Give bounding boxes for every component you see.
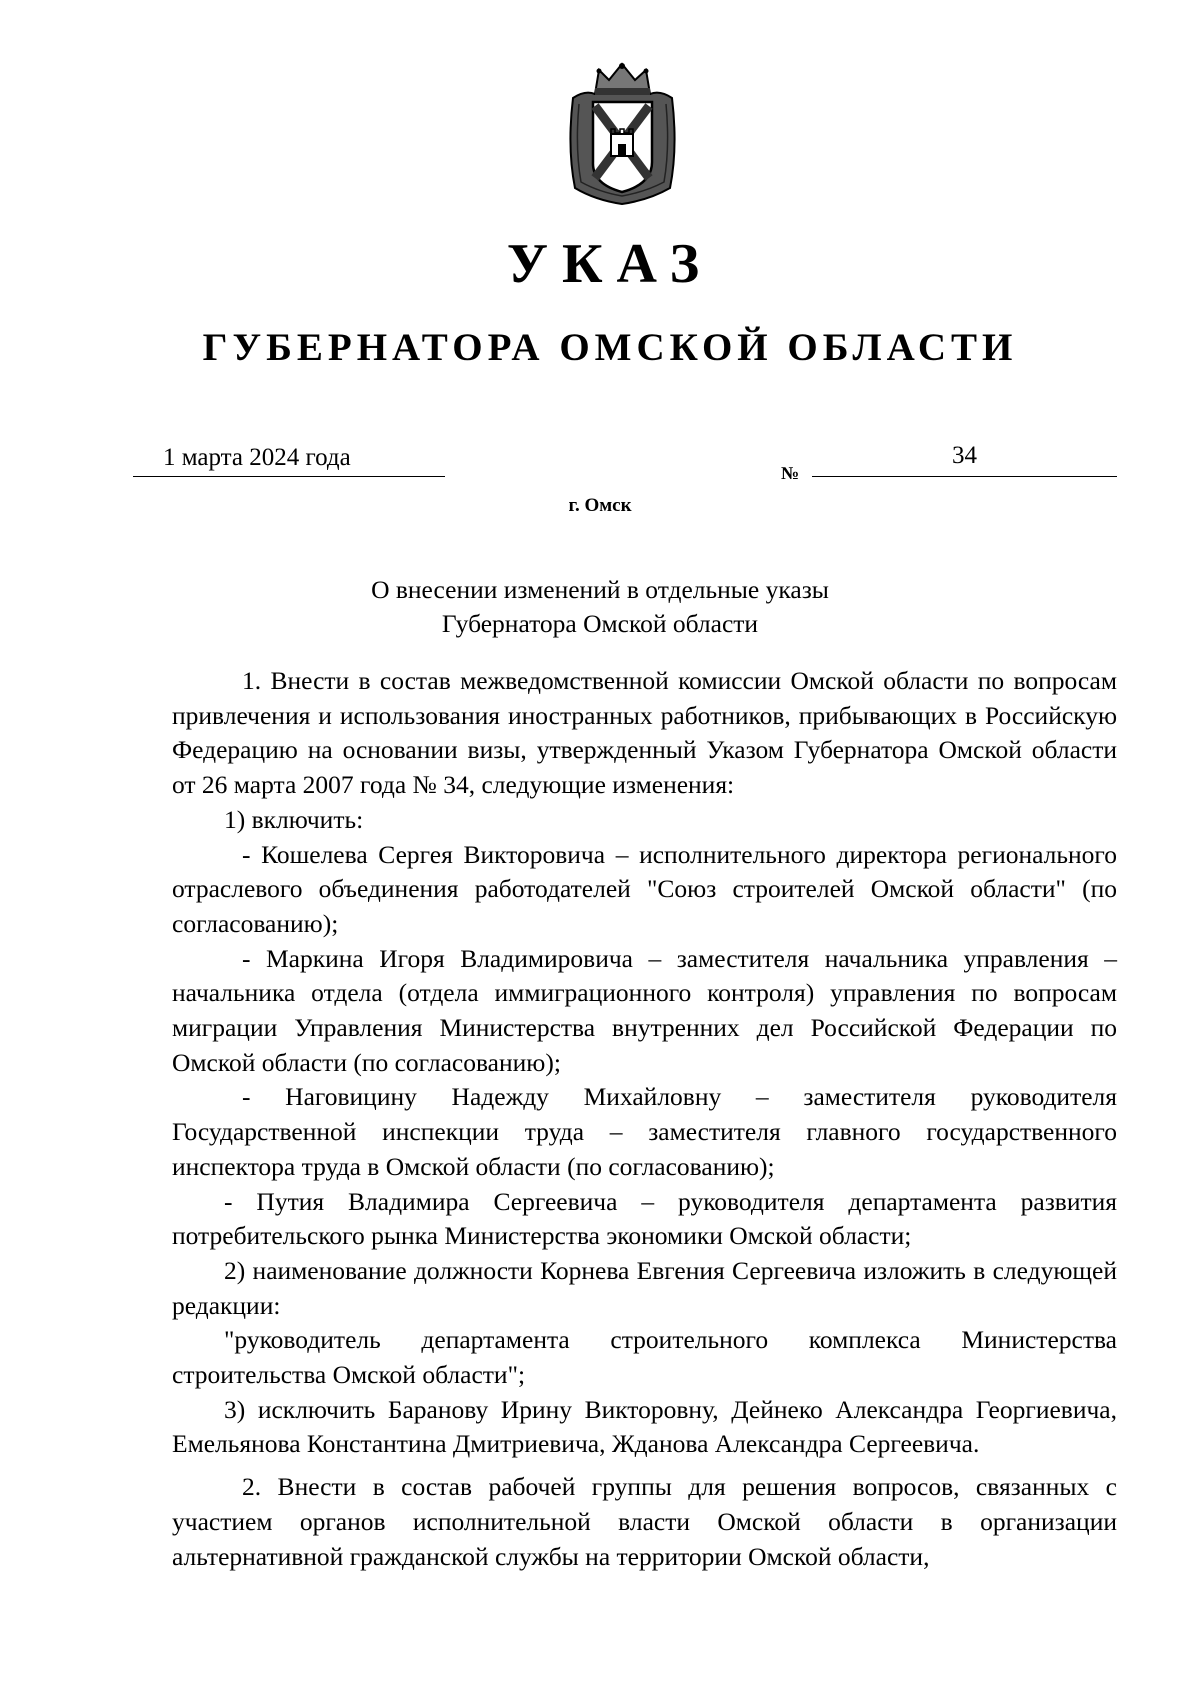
- subject-line-2: Губернатора Омской области: [441, 609, 759, 638]
- paragraph: - Кошелева Сергея Викторовича – исполнительного директора регионального отраслевого объединения работодателей "Союз строителей Омской области" (по согласованию);: [172, 839, 1117, 938]
- date-underline: [133, 476, 445, 477]
- paragraph: - Путия Владимира Сергеевича – руководителя департамента развития потребительского рынка Министерства экономики Омской области;: [172, 1186, 1117, 1251]
- paragraph: 3) исключить Баранову Ирину Викторовну, Дейнеко Александра Георгиевича, Емельянова Константина Дмитриевича, Жданова Александра Сергеевича.: [172, 1394, 1117, 1459]
- number-underline: [812, 476, 1117, 477]
- subject-line-1: О внесении изменений в отдельные указы: [371, 575, 829, 604]
- number-sign: №: [781, 463, 800, 483]
- decree-subject: [0, 573, 1200, 641]
- decree-body: [172, 664, 1117, 1574]
- paragraph: 1) включить:: [224, 804, 364, 834]
- paragraph: 1. Внести в состав межведомственной комиссии Омской области по вопросам привлечения и использования иностранных работников, прибывающих в Российскую Федерацию на основании визы, утвержденный Указом Губернатора Омской области от 26 марта 2007 года № 34, следующие изменения:: [172, 666, 1117, 800]
- city: г. Омск: [568, 495, 632, 516]
- paragraph: - Маркина Игоря Владимировича – заместителя начальника управления – начальника отдела (отдела иммиграционного контроля) управления по вопросам миграции Управления Министерства внутренних дел Российской Федерации по Омской области (по согласованию);: [172, 943, 1117, 1077]
- decree-number: 34: [952, 442, 977, 469]
- document-issuer: ГУБЕРНАТОРА ОМСКОЙ ОБЛАСТИ: [202, 326, 1018, 369]
- paragraph: 2. Внести в состав рабочей группы для решения вопросов, связанных с участием органов исполнительной власти Омской области в организации альтернативной гражданской службы на территории Омской области,: [172, 1472, 1117, 1571]
- paragraph: 2) наименование должности Корнева Евгения Сергеевича изложить в следующей редакции:: [172, 1255, 1117, 1320]
- decree-date: 1 марта 2024 года: [163, 444, 351, 471]
- omsk-oblast-coat-of-arms-icon: [565, 58, 680, 206]
- paragraph: - Наговицину Надежду Михайловну – заместителя руководителя Государственной инспекции труда – заместителя главного государственного инспектора труда в Омской области (по согласованию);: [172, 1082, 1117, 1181]
- paragraph: "руководитель департамента строительного комплекса Министерства строительства Омской области";: [172, 1325, 1117, 1390]
- document-title: УКАЗ: [506, 233, 714, 295]
